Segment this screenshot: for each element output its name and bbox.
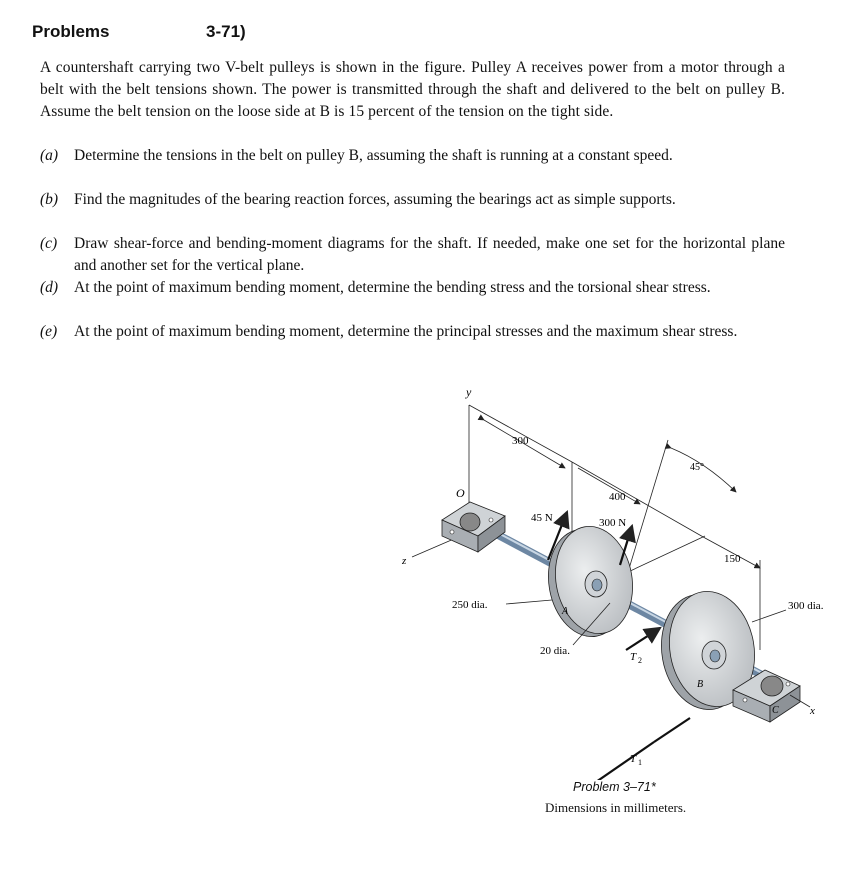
part-text: Find the magnitudes of the bearing reaction forces, assuming the bearings act as simple supports. (74, 191, 676, 208)
part-text: At the point of maximum bending moment, determine the principal stresses and the maximum shear stress. (74, 323, 738, 340)
part-b (40, 189, 785, 211)
part-label: (d) (40, 279, 59, 296)
t1-subscript: 1 (638, 758, 642, 767)
t1-label: T (630, 753, 637, 765)
t2-label: T (630, 651, 637, 663)
x-axis-label: x (810, 705, 815, 717)
dim-400-label: 400 (609, 491, 626, 503)
shaft-dia-label: 20 dia. (540, 645, 570, 657)
t2-arrow (626, 628, 660, 650)
figure-subcaption: Dimensions in millimeters. (545, 800, 687, 815)
force-45-label: 45 N (531, 512, 553, 524)
figure-caption: Problem 3–71* (573, 780, 656, 794)
part-text: Draw shear-force and bending-moment diagrams for the shaft. If needed, make one set for the horizontal plane and another set for the vertical plane. (74, 235, 785, 274)
t2-subscript: 2 (638, 656, 642, 665)
problem-number: 3-71) (206, 22, 246, 41)
problem-statement: A countershaft carrying two V-belt pulleys is shown in the figure. Pulley A receives power from a motor through a belt with the belt tensions shown. The power is transmitted through the shaft and delivered to the belt on pulley B. Assume the belt tension on the loose side at B is 15 percent of the tension on the tight side. (40, 59, 785, 120)
t1-arrow (596, 742, 654, 780)
dim-150-label: 150 (724, 553, 741, 565)
bearing-c-label: C (772, 705, 779, 716)
part-e (40, 321, 785, 343)
pulley-a-dia-label: 250 dia. (452, 599, 488, 611)
pulley-a-label: A (562, 606, 569, 617)
y-axis-label: y (466, 385, 472, 399)
part-text: At the point of maximum bending moment, determine the bending stress and the torsional shear stress. (74, 279, 711, 296)
pulley-b-label: B (697, 679, 704, 690)
dim-300-label: 300 (512, 435, 529, 447)
part-d (40, 277, 785, 299)
part-c (40, 233, 785, 277)
force-300-label: 300 N (599, 517, 627, 529)
part-text: Determine the tensions in the belt on pulley B, assuming the shaft is running at a constant speed. (74, 147, 673, 164)
part-a (40, 145, 785, 167)
pulley-b-dia-label: 300 dia. (788, 600, 824, 612)
part-label: (c) (40, 235, 58, 252)
origin-label: O (456, 486, 465, 500)
angle-line (628, 440, 668, 572)
bearing-o (442, 502, 505, 552)
part-label: (a) (40, 147, 59, 164)
z-axis-label: z (402, 555, 407, 567)
countershaft-figure (395, 380, 840, 780)
part-label: (e) (40, 323, 58, 340)
angle-label: 45° (690, 462, 704, 473)
section-heading: Problems (32, 22, 110, 41)
part-label: (b) (40, 191, 59, 208)
